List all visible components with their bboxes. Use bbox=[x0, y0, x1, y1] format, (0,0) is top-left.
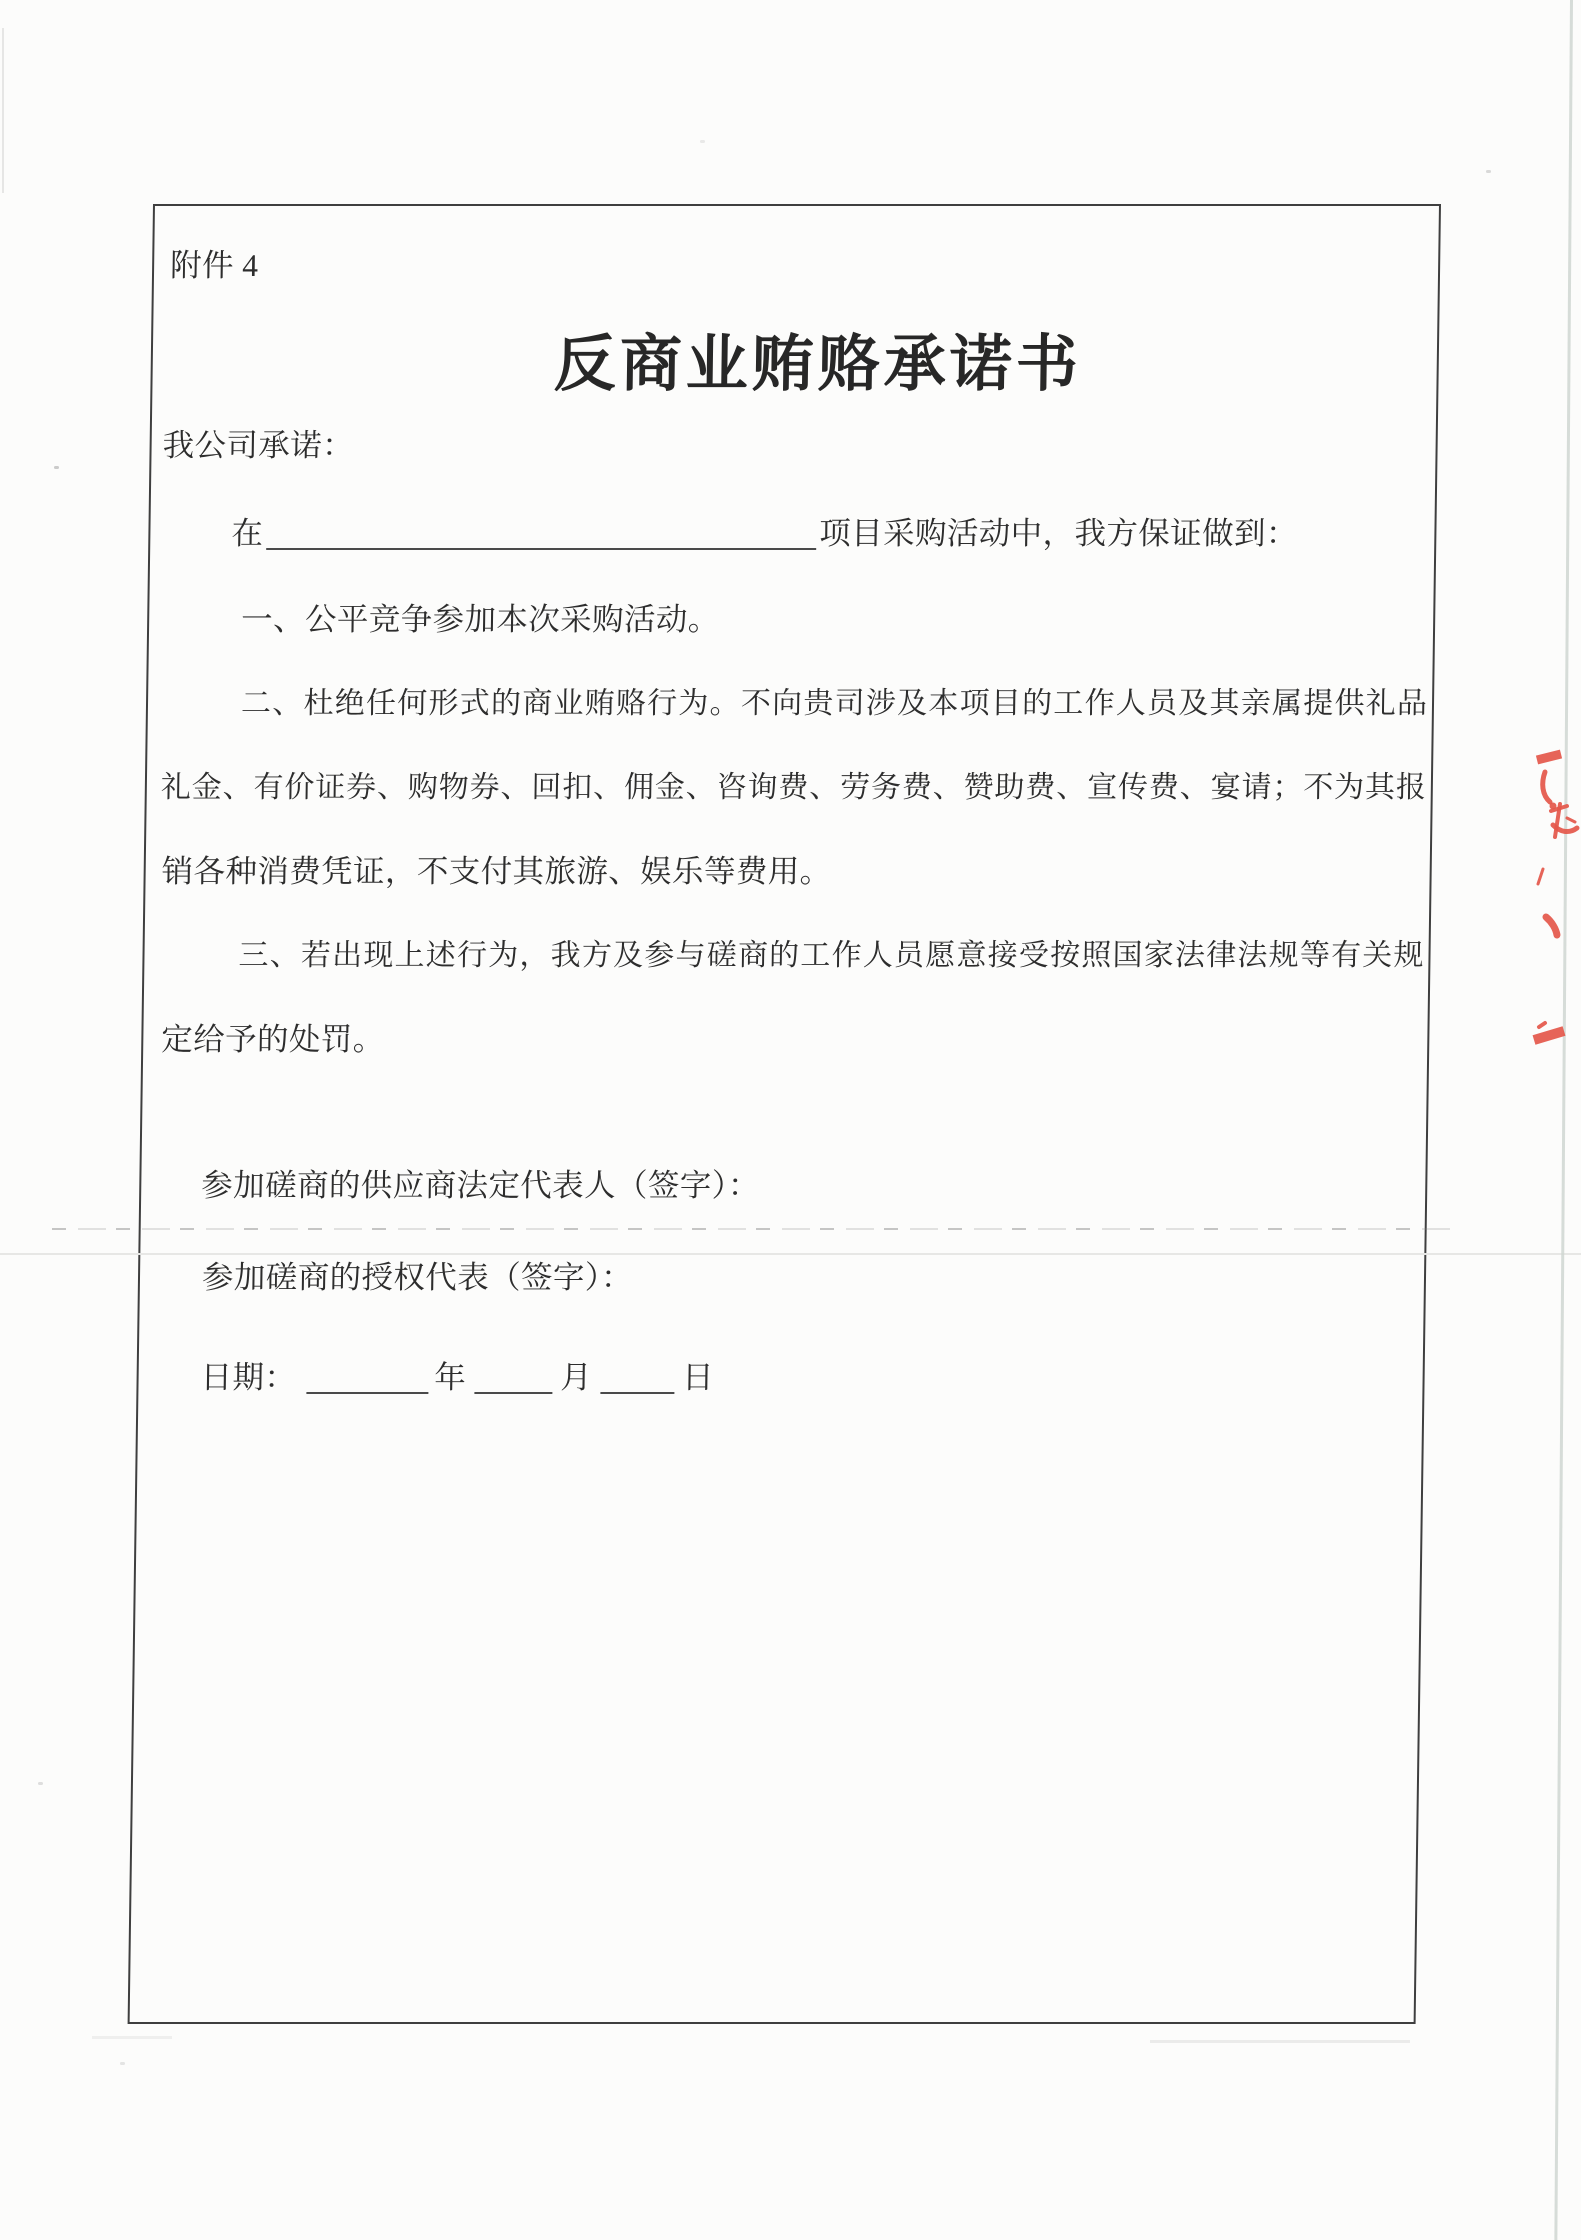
signature-legal-rep-line: 参加磋商的供应商法定代表人（签字）： bbox=[201, 1168, 760, 1203]
document-frame bbox=[128, 204, 1441, 2024]
scan-artifact-dashed-line bbox=[52, 1228, 1460, 1230]
red-ink-stroke bbox=[1553, 825, 1577, 832]
scan-artifact-light-line bbox=[0, 1253, 1581, 1255]
red-ink-stroke bbox=[1534, 1031, 1564, 1040]
red-ink-annotation bbox=[1527, 745, 1581, 1055]
scan-edge-line bbox=[1554, 0, 1573, 2240]
date-label: 日期： bbox=[200, 1360, 297, 1395]
scan-smudge bbox=[1150, 2040, 1410, 2043]
scan-speck bbox=[120, 2062, 125, 2065]
commitment-item-2-line-1: 二、杜绝任何形式的商业贿赂行为。不向贵司涉及本项目的工作人员及其亲属提供礼品 bbox=[240, 687, 1428, 720]
date-year-blank-underline bbox=[306, 1386, 428, 1394]
commitment-item-3-line-2: 定给予的处罚。 bbox=[161, 1022, 385, 1057]
opening-line: 我公司承诺： bbox=[162, 428, 355, 463]
scan-speck bbox=[1486, 170, 1491, 173]
commitment-item-3-line-1: 三、若出现上述行为，我方及参与磋商的工作人员愿意接受按照国家法律法规等有关规 bbox=[238, 939, 1424, 972]
commitment-item-2-line-3: 销各种消费凭证，不支付其旅游、娱乐等费用。 bbox=[161, 854, 832, 889]
scan-speck bbox=[54, 466, 59, 469]
red-ink-stroke bbox=[1539, 1023, 1545, 1027]
date-line bbox=[200, 1358, 714, 1399]
red-ink-stroke bbox=[1546, 917, 1557, 935]
red-ink-stroke bbox=[1537, 754, 1561, 760]
project-line-suffix: 项目采购活动中，我方保证做到： bbox=[819, 516, 1299, 551]
date-year-label: 年 bbox=[434, 1360, 467, 1395]
commitment-item-2-line-2: 礼金、有价证券、购物券、回扣、佣金、咨询费、劳务费、赞助费、宣传费、宴请；不为其报 bbox=[160, 771, 1427, 804]
date-day-label: 日 bbox=[681, 1360, 715, 1395]
attachment-label: 附件 4 bbox=[169, 248, 259, 283]
project-line-prefix: 在 bbox=[231, 516, 264, 551]
scan-speck bbox=[38, 1782, 43, 1785]
signature-auth-rep-line: 参加磋商的授权代表（签字）： bbox=[201, 1260, 634, 1295]
red-ink-stroke bbox=[1567, 818, 1575, 822]
date-month-label: 月 bbox=[559, 1360, 593, 1395]
document-title: 反商业贿赂承诺书 bbox=[553, 331, 1083, 399]
date-day-blank-underline bbox=[600, 1386, 674, 1394]
red-ink-stroke bbox=[1543, 772, 1550, 802]
project-name-blank-underline bbox=[266, 542, 816, 550]
scan-speck bbox=[700, 140, 705, 143]
date-month-blank-underline bbox=[474, 1386, 552, 1394]
commitment-item-1: 一、公平竞争参加本次采购活动。 bbox=[240, 602, 720, 637]
project-line bbox=[231, 514, 1298, 555]
scan-smudge bbox=[92, 2036, 172, 2039]
scan-left-edge-line bbox=[2, 28, 4, 193]
red-ink-stroke bbox=[1538, 869, 1543, 884]
